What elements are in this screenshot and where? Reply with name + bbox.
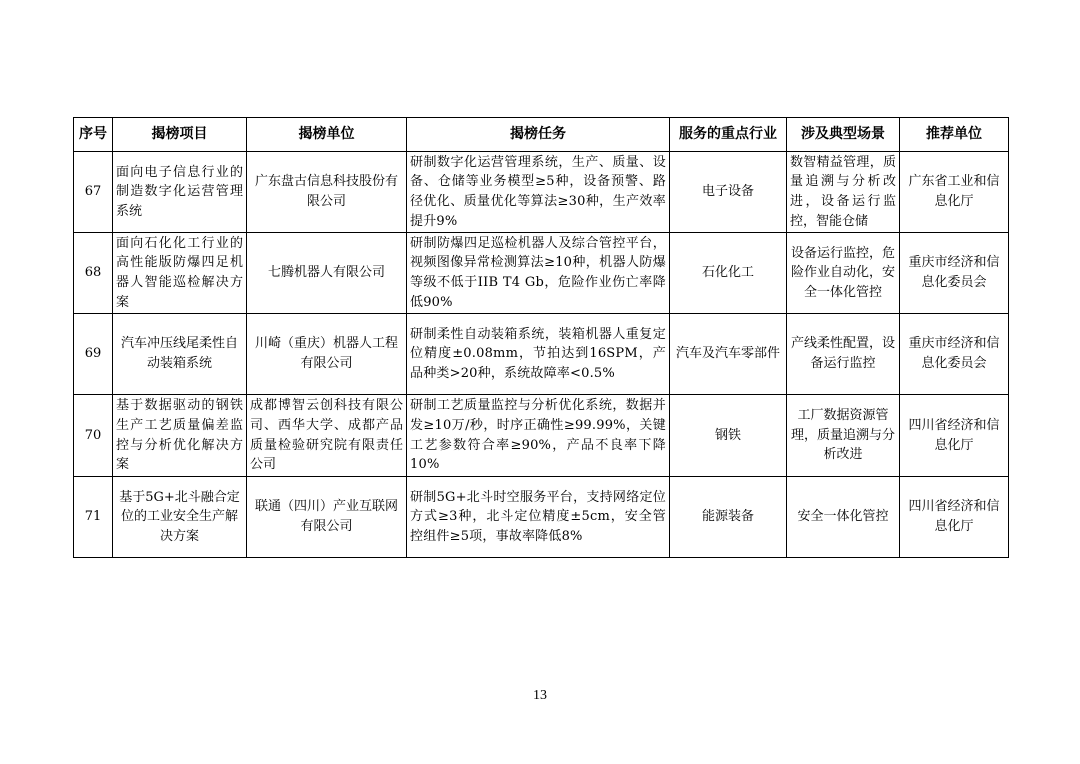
cell-unit: 成都博智云创科技有限公司、西华大学、成都产品质量检验研究院有限责任公司 xyxy=(247,395,407,477)
header-task: 揭榜任务 xyxy=(407,118,670,152)
cell-industry: 石化化工 xyxy=(670,233,787,314)
table-row xyxy=(74,395,1009,477)
header-scenario: 涉及典型场景 xyxy=(787,118,900,152)
cell-scenario: 数智精益管理，质量追溯与分析改进，设备运行监控，智能仓储 xyxy=(787,152,900,233)
header-project: 揭榜项目 xyxy=(113,118,247,152)
page-number: 13 xyxy=(533,688,547,703)
cell-project: 基于数据驱动的钢铁生产工艺质量偏差监控与分析优化解决方案 xyxy=(113,395,247,477)
table-row xyxy=(74,233,1009,314)
table-row xyxy=(74,152,1009,233)
cell-industry: 钢铁 xyxy=(670,395,787,477)
cell-recommender: 重庆市经济和信息化委员会 xyxy=(900,314,1009,395)
cell-recommender: 广东省工业和信息化厅 xyxy=(900,152,1009,233)
cell-no: 69 xyxy=(74,314,113,395)
table-row xyxy=(74,477,1009,558)
cell-task: 研制工艺质量监控与分析优化系统，数据并发≥10万/秒，时序正确性≥99.99%，关键工艺参数符合率≥90%，产品不良率下降10% xyxy=(407,395,670,477)
cell-industry: 电子设备 xyxy=(670,152,787,233)
cell-project: 面向石化化工行业的高性能版防爆四足机器人智能巡检解决方案 xyxy=(113,233,247,314)
cell-unit: 广东盘古信息科技股份有限公司 xyxy=(247,152,407,233)
cell-scenario: 工厂数据资源管理，质量追溯与分析改进 xyxy=(787,395,900,477)
cell-no: 68 xyxy=(74,233,113,314)
cell-unit: 联通（四川）产业互联网有限公司 xyxy=(247,477,407,558)
table-row xyxy=(74,314,1009,395)
cell-scenario: 产线柔性配置，设备运行监控 xyxy=(787,314,900,395)
cell-task: 研制5G+北斗时空服务平台，支持网络定位方式≥3种，北斗定位精度±5cm，安全管控组件≥5项，事故率降低8% xyxy=(407,477,670,558)
projects-table xyxy=(73,117,1009,558)
cell-no: 70 xyxy=(74,395,113,477)
header-industry: 服务的重点行业 xyxy=(670,118,787,152)
cell-task: 研制柔性自动装箱系统，装箱机器人重复定位精度±0.08mm，节拍达到16SPM，产品种类>20种，系统故障率<0.5% xyxy=(407,314,670,395)
cell-scenario: 设备运行监控，危险作业自动化，安全一体化管控 xyxy=(787,233,900,314)
header-no: 序号 xyxy=(74,118,113,152)
cell-project: 基于5G+北斗融合定位的工业安全生产解决方案 xyxy=(113,477,247,558)
cell-recommender: 四川省经济和信息化厅 xyxy=(900,395,1009,477)
cell-task: 研制数字化运营管理系统，生产、质量、设备、仓储等业务模型≥5种，设备预警、路径优化、质量优化等算法≥30种，生产效率提升9% xyxy=(407,152,670,233)
cell-recommender: 四川省经济和信息化厅 xyxy=(900,477,1009,558)
cell-industry: 汽车及汽车零部件 xyxy=(670,314,787,395)
table-header-row xyxy=(74,118,1009,152)
cell-no: 67 xyxy=(74,152,113,233)
cell-project: 面向电子信息行业的制造数字化运营管理系统 xyxy=(113,152,247,233)
header-recommender: 推荐单位 xyxy=(900,118,1009,152)
cell-scenario: 安全一体化管控 xyxy=(787,477,900,558)
cell-unit: 川崎（重庆）机器人工程有限公司 xyxy=(247,314,407,395)
cell-industry: 能源装备 xyxy=(670,477,787,558)
header-unit: 揭榜单位 xyxy=(247,118,407,152)
cell-project: 汽车冲压线尾柔性自动装箱系统 xyxy=(113,314,247,395)
cell-no: 71 xyxy=(74,477,113,558)
cell-recommender: 重庆市经济和信息化委员会 xyxy=(900,233,1009,314)
cell-unit: 七腾机器人有限公司 xyxy=(247,233,407,314)
cell-task: 研制防爆四足巡检机器人及综合管控平台，视频图像异常检测算法≥10种，机器人防爆等级不低于IIB T4 Gb，危险作业伤亡率降低90% xyxy=(407,233,670,314)
